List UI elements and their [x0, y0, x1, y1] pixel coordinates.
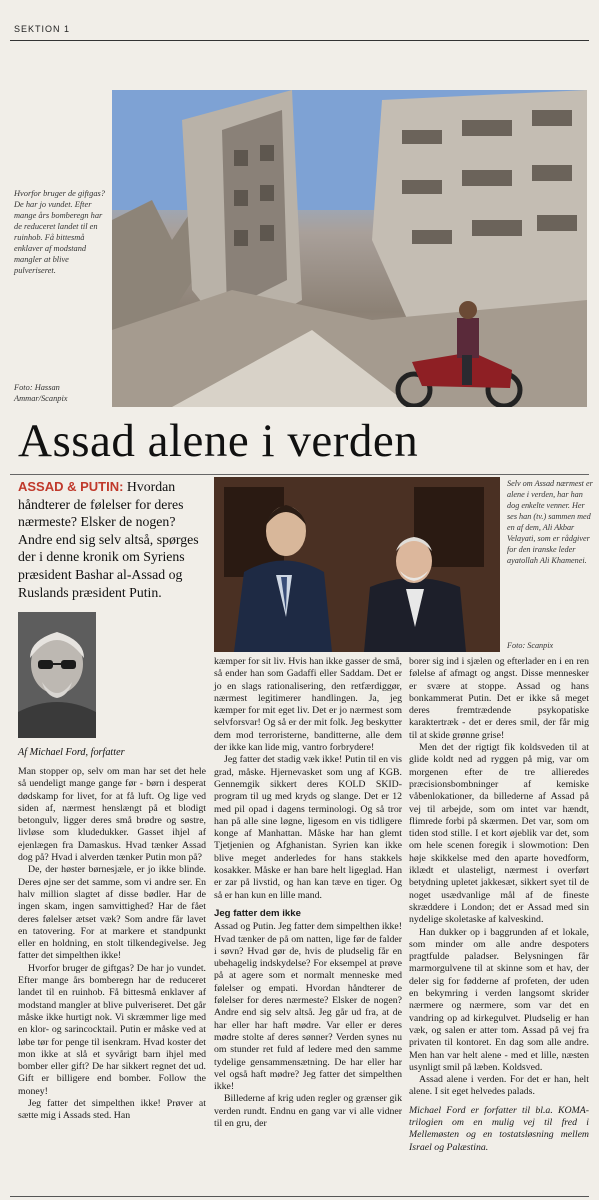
paragraph: Man stopper op, selv om man har set det hele så uendeligt mange gange før - børn i desperat dødskamp for livet, for at få luft. Og lige ved siden af, nærmest henslængt på et blodigt betongulv, ligger deres små brødre og søstre, livløse som kludedukker. Gasset ihjel af ejenlægen fra Damaskus. Hvad tænker Assad dog på? Hvad i alverden tænker Putin mon på?	[18, 766, 206, 864]
byline: Af Michael Ford, forfatter	[18, 747, 125, 758]
top-photo-caption: Hvorfor bruger de giftgas? De har jo vundet. Efter mange års bomberegn har de reduceret landet til en ruinhob. Få bittesmå enklaver af modstand mangler at blive pulveriseret.	[14, 189, 105, 275]
paragraph: Hvorfor bruger de giftgas? De har jo vundet. Efter mange års bomberegn har de reduceret landet til en ruinhob. Få bittesmå enklaver af modstand mangler at blive pulveriseret. Det går måske ikke hurtigt nok. Vi skræmmer lige med en klor- og sarincocktail. Putin er måske ved at løbe tør for penge til isenkram. Hvad koster det mon ikke at slå et syvårigt barn ihjel med bomber eller gift? De har sikkert regnet det ud. Gift er billigere end bomber. Follow the money!	[18, 962, 206, 1097]
paragraph: Men det der rigtigt fik koldsveden til at glide koldt ned ad ryggen på mig, var om morgenen efter de tre allieredes præcisionsbombninger af kemiske våbenlokationer, da billederne af Assad på vej til arbejde, som om intet var hændt, flimrede forbi på skærmen. Det var, som om tiden stod stille. I et kort øjeblik var det, som om hele scenen foregik i slowmotion: Den høje skikkelse med den aparte hovedform, iklædt et ulasteligt, nærmest i overført betydning upletet jakkesæt, sikkert syet til de noget usædvanlige mål af de fineste skræddere i London; det er Assad med sin nydelige skoletaske af kalveskind.	[409, 742, 589, 926]
paragraph: Jeg fatter det stadig væk ikke! Putin til en vis grad, måske. Hjernevasket som ung af KGB. Gennemgik sikkert deres KOLD SKID-program til ug med kryds og slange. Det er 12 med pil opad i dagens terminologi. Og så tror han på alle sine løgne, ligesom en vis tidligere konge af Manhattan. Måske har han glemt Tjetjenien og Afghanistan. Syrien kan ikke blive meget anderledes for hans stakkels kosakker. Måske er han bare helt ligeglad. Han er zar på livstid, og han kan tæve en tiger. Og så er han kun en lille mand.	[214, 754, 402, 901]
top-photo-credit: Foto: Hassan Ammar/Scanpix	[14, 383, 68, 403]
lead-kicker: ASSAD & PUTIN:	[18, 479, 124, 494]
paragraph: Assad alene i verden. For det er han, helt alene. I sit eget helvedes palads.	[409, 1074, 589, 1098]
headline: Assad alene i verden	[18, 415, 419, 467]
body-column-1	[18, 766, 206, 1123]
lead-text: Hvordan håndterer de følelser for deres nærmeste? Elsker de nogen? Andre end sig selv altså, spørges der i denne kronik om Syriens præsident Bashar al-Assad og Ruslands præsident Putin.	[18, 479, 199, 600]
paragraph: Han dukker op i baggrunden af et lokale, som minder om alle andre despoters pragtfulde paladser. Belysningen får marmorgulvene til at skinne som et hav, der deler sig for fødderne af profeten, der uden en bekymring i verden langsomt skrider nærmere og nærmere, som var det en vandring op ad kirkegulvet. Pludselig er han væk, og salen er atter tom. Assad på vej fra privaten til kontoret. En dag som alle andre. Men han var helt alene - med et lille, næsten usynligt smil på læben. Koldsved.	[409, 926, 589, 1073]
paragraph: Billederne af krig uden regler og grænser gik verden rundt. Endnu en gang var vi alle vidner til en gru, der	[214, 1093, 402, 1129]
mid-photo-caption: Selv om Assad nærmest er alene i verden, har han dog enkelte venner. Her ses han (tv.) sammen med en af dem, Ali Akbar Velayati, som er rådgiver for den iranske leder ayatollah Ali Khamenei.	[507, 479, 593, 565]
top-rule	[10, 40, 589, 41]
lead-paragraph	[18, 478, 206, 601]
body-column-3	[409, 656, 589, 1154]
paragraph: borer sig ind i sjælen og efterlader en i en ren følelse af afmagt og angst. Disse mennesker er svære at stoppe. Assad og hans bonkammerat Putin. Det er ikke så meget deres fremtrædende psykopatiske karaktertræk - det er deres smil, der får mig til at skide grønne grise!	[409, 656, 589, 741]
paragraph: Jeg fatter det simpelthen ikke! Prøver at sætte mig i Assads sted. Han	[18, 1098, 206, 1122]
bottom-rule	[10, 1196, 589, 1197]
author-portrait	[18, 612, 96, 738]
headline-rule	[10, 474, 589, 475]
section-label: SEKTION 1	[14, 24, 71, 34]
paragraph: De, der høster børnesjæle, er jo ikke blinde. Deres øjne ser det samme, som vi andre ser. En halv million slagtet af disse bødler. Har de ingen skam, ingen samvittighed? Har de fået deres følelser ætset væk? Som andre får lavet en tatovering. For at markere et standpunkt eller en holdning, en stolt tilkendegivelse. Jeg fatter det simpelthen ikke!	[18, 864, 206, 962]
author-tagline: Michael Ford er forfatter til bl.a. KOMA-trilogien om en mulig vej til fred i Mellemøsten og en tostatsløsning mellem Israel og Palæstina.	[409, 1104, 589, 1153]
paragraph: Assad og Putin. Jeg fatter dem simpelthen ikke! Hvad tænker de på om natten, lige før de falder i søvn? Hvad gør de, hvis de pludselig får en ubehagelig indskydelse? For eksempel at prøve på at agere som et normalt menneske med følelser og empati. Hvordan håndterer de følelser for deres nærmeste? Elsker de nogen? Andre end sig selv altså. Jeg går ud fra, at de har eller har haft mødre. Var eller er deres mødre stolte af deres sønner? Verden synes nu om stunder ret fuld af ledere med den samme tydelige gensammensætning. De har eller har vel også haft mødre? Jeg fatter det simpelthen ikke!	[214, 921, 402, 1093]
assad-velayati-photo	[214, 477, 500, 652]
mid-photo-credit: Foto: Scanpix	[507, 641, 554, 650]
subheading: Jeg fatter dem ikke	[214, 907, 301, 919]
ruins-photo	[112, 90, 587, 407]
paragraph: kæmper for sit liv. Hvis han ikke gasser de små, så ender han som Gadaffi eller Saddam. Det er jo en slags rationalisering, den retfærdiggør, nærmest legitimerer handlingen. Ja, jeg kæmper for mit eget liv. Det er jo nærmest som selvforsvar! Og så er der mit folk. Jeg beskytter dem mod terroristerne, banditterne, alle dem der ikke kan lide mig, vantro forbrydere!	[214, 656, 402, 754]
body-column-2	[214, 656, 402, 1130]
